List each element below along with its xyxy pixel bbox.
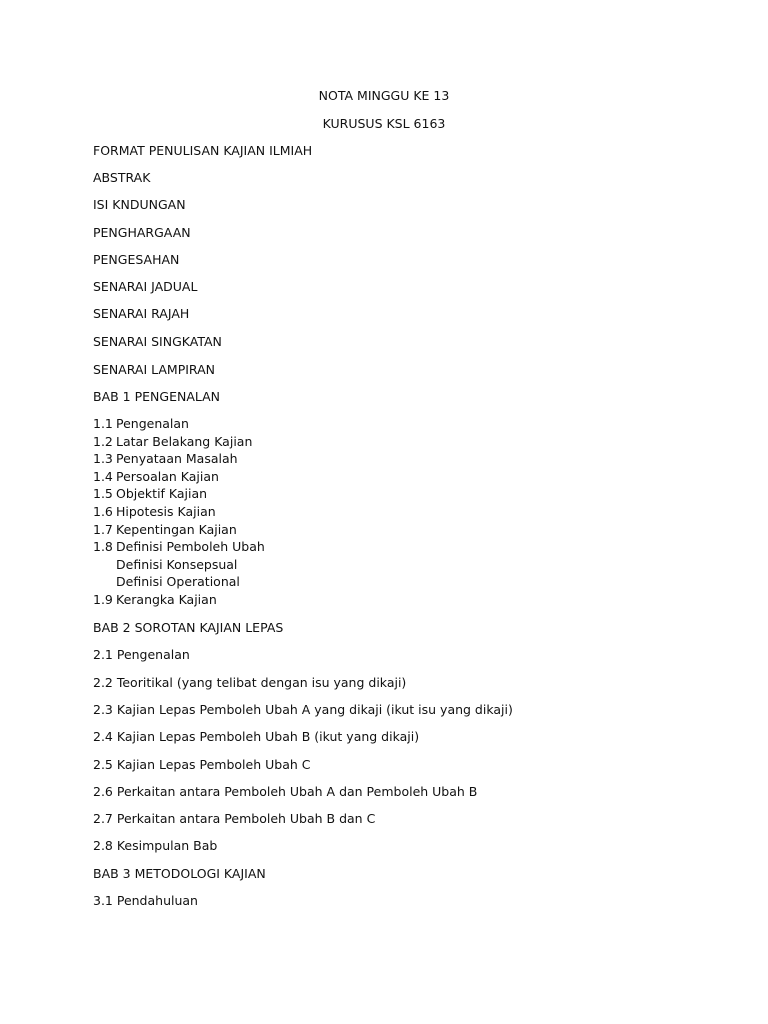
outline-line: SENARAI LAMPIRAN	[93, 362, 216, 377]
outline-line: 2.6 Perkaitan antara Pemboleh Ubah A dan Pemboleh Ubah B	[93, 784, 478, 799]
outline-line: PENGESAHAN	[93, 252, 180, 267]
item-text: Objektif Kajian	[116, 486, 208, 501]
outline-line: 2.2 Teoritikal (yang telibat dengan isu yang dikaji)	[93, 675, 407, 690]
item-number: 1.7	[93, 522, 113, 537]
outline-line: SENARAI JADUAL	[93, 279, 198, 294]
item-text: Latar Belakang Kajian	[116, 434, 253, 449]
item-number: 1.8	[93, 539, 113, 554]
item-text: Penyataan Masalah	[116, 451, 238, 466]
outline-line: ISI KNDUNGAN	[93, 197, 186, 212]
outline-line: 2.8 Kesimpulan Bab	[93, 838, 218, 853]
outline-line: 2.3 Kajian Lepas Pemboleh Ubah A yang dikaji (ikut isu yang dikaji)	[93, 702, 513, 717]
doc-subtitle: KURUSUS KSL 6163	[322, 116, 446, 131]
item-text: Kerangka Kajian	[116, 592, 217, 607]
item-text: Kepentingan Kajian	[116, 522, 237, 537]
item-text: Definisi Pemboleh Ubah	[116, 539, 265, 554]
outline-line: SENARAI SINGKATAN	[93, 334, 222, 349]
outline-line: 2.5 Kajian Lepas Pemboleh Ubah C	[93, 757, 311, 772]
section-heading: FORMAT PENULISAN KAJIAN ILMIAH	[93, 143, 313, 158]
outline-line: SENARAI RAJAH	[93, 306, 190, 321]
item-number: 1.3	[93, 451, 113, 466]
item-text: Hipotesis Kajian	[116, 504, 216, 519]
item-text: Persoalan Kajian	[116, 469, 219, 484]
item-text: Definisi Konsepsual	[116, 557, 238, 572]
item-number: 1.2	[93, 434, 113, 449]
outline-line: 2.7 Perkaitan antara Pemboleh Ubah B dan C	[93, 811, 376, 826]
item-text: Definisi Operational	[116, 574, 240, 589]
outline-line: PENGHARGAAN	[93, 225, 191, 240]
item-number: 1.4	[93, 469, 113, 484]
chapter-heading: BAB 1 PENGENALAN	[93, 389, 221, 404]
outline-line: 2.4 Kajian Lepas Pemboleh Ubah B (ikut yang dikaji)	[93, 729, 420, 744]
chapter-heading: BAB 2 SOROTAN KAJIAN LEPAS	[93, 620, 284, 635]
outline-line: 2.1 Pengenalan	[93, 647, 190, 662]
outline-line: ABSTRAK	[93, 170, 151, 185]
doc-title: NOTA MINGGU KE 13	[318, 88, 450, 103]
outline-line: 3.1 Pendahuluan	[93, 893, 198, 908]
item-number: 1.5	[93, 486, 113, 501]
item-text: Pengenalan	[116, 416, 189, 431]
chapter-heading: BAB 3 METODOLOGI KAJIAN	[93, 866, 266, 881]
item-number: 1.9	[93, 592, 113, 607]
item-number: 1.1	[93, 416, 113, 431]
item-number: 1.6	[93, 504, 113, 519]
